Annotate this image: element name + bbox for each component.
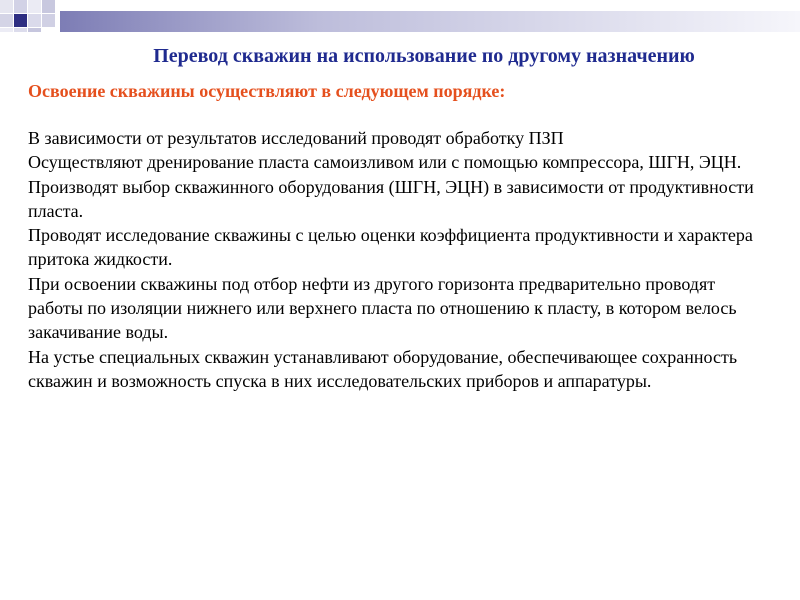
slide-subtitle: Освоение скважины осуществляют в следующем порядке:	[28, 81, 506, 101]
body-paragraph-5: При освоении скважины под отбор нефти из другого горизонта предварительно проводят работы по изоляции нижнего или верхнего пласта по отношению к пласту, в котором велось закачивание воды.	[28, 273, 737, 343]
body-paragraph-1: В зависимости от результатов исследований проводят обработку ПЗП	[28, 128, 564, 148]
body-paragraph-4: Проводят исследование скважины с целью оценки коэффициента продуктивности и характера притока жидкости.	[28, 225, 753, 270]
slide-title: Перевод скважин на использование по другому назначению	[153, 45, 695, 67]
body-paragraph-6: На устье специальных скважин устанавливают оборудование, обеспечивающее сохранность скважин и возможность спуска в них исследовательских приборов и аппаратуры.	[28, 346, 738, 391]
body-paragraph-3: Производят выбор скважинного оборудования (ШГН, ЭЦН) в зависимости от продуктивности пласта.	[28, 176, 754, 221]
decorative-top-band	[0, 0, 800, 32]
decorative-squares-graphic	[0, 0, 800, 32]
slide-body-text	[28, 126, 768, 393]
body-paragraph-2: Осуществляют дренирование пласта самоизливом или с помощью компрессора, ШГН, ЭЦН.	[28, 152, 742, 173]
